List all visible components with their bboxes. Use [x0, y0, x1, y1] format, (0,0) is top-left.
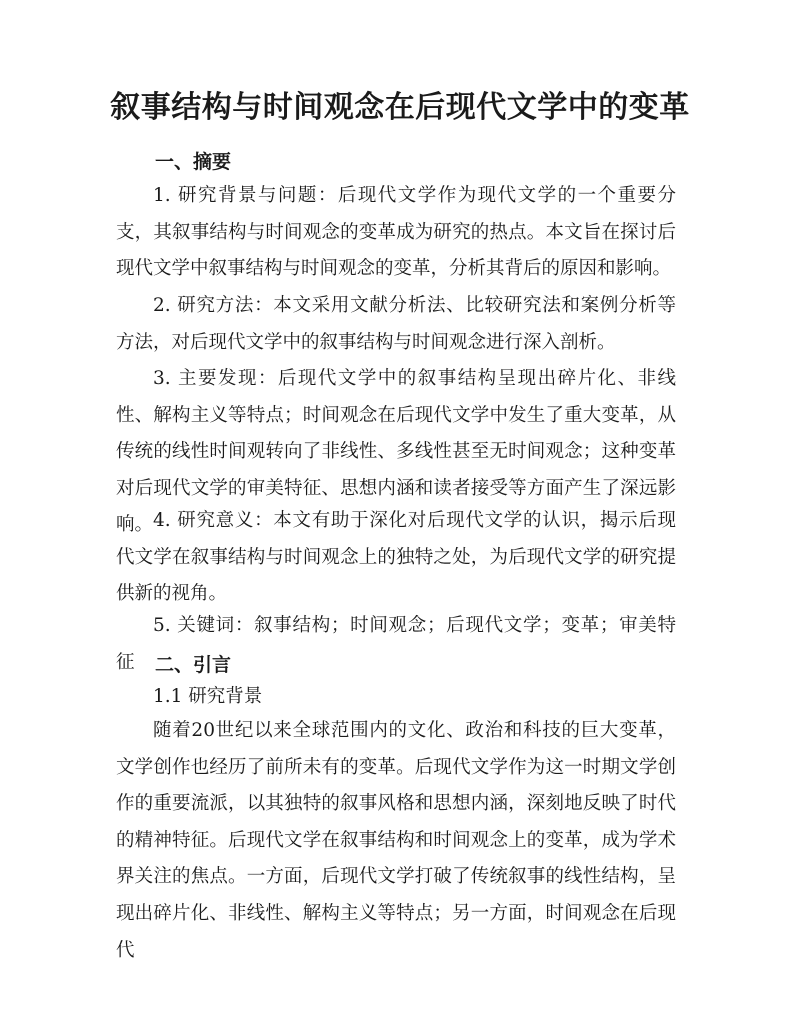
introduction-paragraph: 随着20世纪以来全球范围内的文化、政治和科技的巨大变革，文学创作也经历了前所未有的变革。后现代文学作为这一时期文学创作的重要流派，以其独特的叙事风格和思想内涵，深刻地反映了时代的精神特征。后现代文学在叙事结构和时间观念上的变革，成为学术界关注的焦点。一方面，后现代文学打破了传统叙事的线性结构，呈现出碎片化、非线性、解构主义等特点；另一方面，时间观念在后现代: [116, 720, 676, 961]
abstract-paragraph-2: 2. 研究方法：本文采用文献分析法、比较研究法和案例分析等方法，对后现代文学中的叙事结构与时间观念进行深入剖析。: [116, 295, 676, 353]
subsection-heading-background: 1.1 研究背景: [153, 686, 263, 707]
abstract-paragraph-1: 1. 研究背景与问题：后现代文学作为现代文学的一个重要分支，其叙事结构与时间观念的变革成为研究的热点。本文旨在探讨后现代文学中叙事结构与时间观念的变革，分析其背后的原因和影响。: [116, 185, 676, 280]
document-title: 叙事结构与时间观念在后现代文学中的变革: [110, 90, 690, 125]
section-heading-introduction: 二、引言: [155, 654, 232, 676]
abstract-paragraph-4: 4. 研究意义：本文有助于深化对后现代文学的认识，揭示后现代文学在叙事结构与时间观念上的独特之处，为后现代文学的研究提供新的视角。: [116, 510, 676, 605]
abstract-paragraph-3: 3. 主要发现：后现代文学中的叙事结构呈现出碎片化、非线性、解构主义等特点；时间观念在后现代文学中发生了重大变革，从传统的线性时间观转向了非线性、多线性甚至无时间观念；这种变革对后现代文学的审美特征、思想内涵和读者接受等方面产生了深远影响。: [116, 368, 676, 536]
section-heading-abstract: 一、摘要: [155, 151, 232, 173]
abstract-keywords: 5. 关键词：叙事结构；时间观念；后现代文学；变革；审美特征: [116, 615, 676, 673]
